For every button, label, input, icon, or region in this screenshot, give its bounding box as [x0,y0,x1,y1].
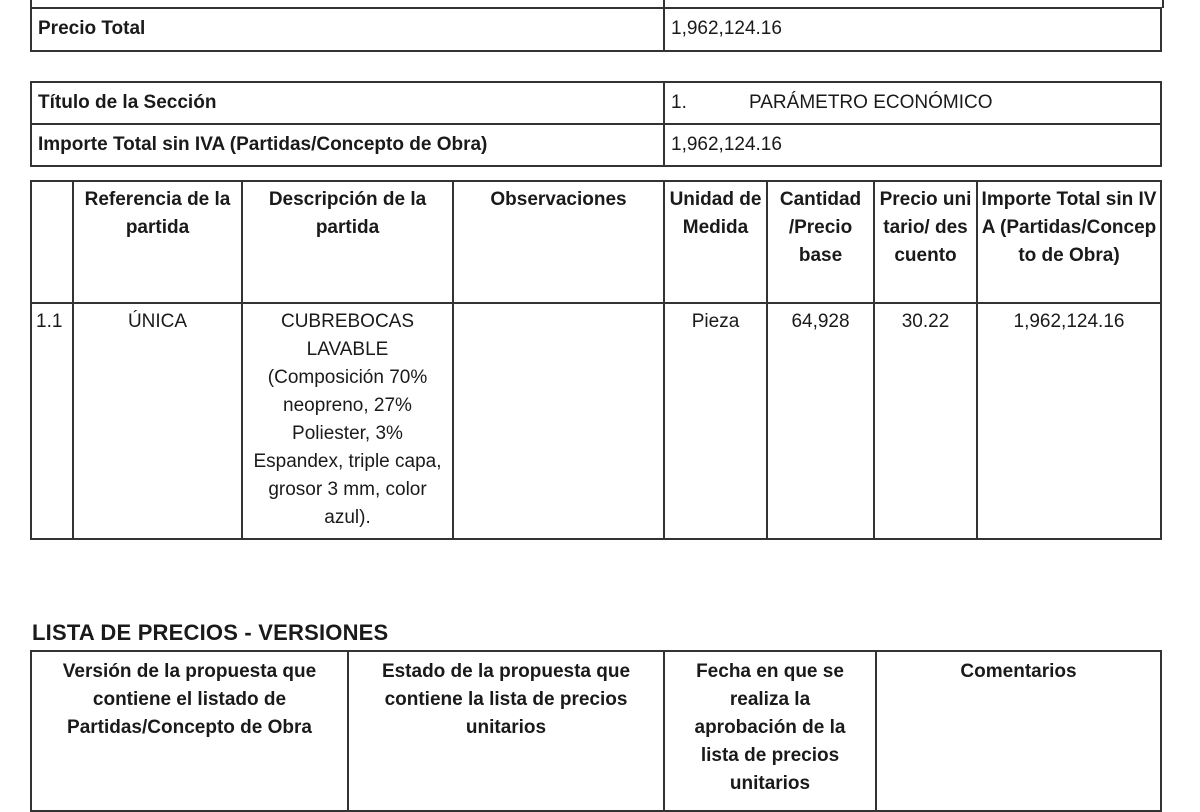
item-description: CUBREBOCAS LAVABLE (Composición 70% neopreno, 27% Poliester, 3% Espandex, triple capa, grosor 3 mm, color azul). [242,303,453,539]
item-quantity: 64,928 [767,303,874,539]
summary-table [30,7,1162,52]
precio-total-value: 1,962,124.16 [664,8,1161,51]
header-status: Estado de la propuesta que contiene la lista de precios unitarios [348,651,664,811]
summary-row-precio-total [31,8,1161,51]
item-number: 1.1 [31,303,73,539]
section-title-label: Título de la Sección [31,82,664,124]
header-total: Importe Total sin IVA (Partidas/Concepto de Obra) [977,181,1161,303]
item-unit-price: 30.22 [874,303,977,539]
header-unit-price: Precio unitario/ descuento [874,181,977,303]
header-version: Versión de la propuesta que contiene el listado de Partidas/Concepto de Obra [31,651,348,811]
section-total-row [31,124,1161,166]
header-unit: Unidad de Medida [664,181,767,303]
item-observations [453,303,664,539]
section-name: PARÁMETRO ECONÓMICO [749,92,993,113]
section-table [30,81,1162,167]
versions-section-title: LISTA DE PRECIOS - VERSIONES [32,620,389,645]
item-reference: ÚNICA [73,303,242,539]
section-number: 1. [671,92,687,113]
header-number [31,181,73,303]
section-title-row [31,82,1161,124]
header-observations: Observaciones [453,181,664,303]
header-comments: Comentarios [876,651,1161,811]
item-unit: Pieza [664,303,767,539]
versions-header-row [31,651,1161,811]
precio-total-label: Precio Total [31,8,664,51]
items-table [30,180,1162,540]
header-quantity: Cantidad /Precio base [767,181,874,303]
table-row [31,303,1161,539]
item-total: 1,962,124.16 [977,303,1161,539]
items-header-row [31,181,1161,303]
section-title-value [664,82,1161,124]
versions-table [30,650,1162,812]
header-description: Descripción de la partida [242,181,453,303]
section-total-value: 1,962,124.16 [664,124,1161,166]
header-approval-date: Fecha en que se realiza la aprobación de la lista de precios unitarios [664,651,876,811]
section-total-label: Importe Total sin IVA (Partidas/Concepto de Obra) [31,124,664,166]
header-reference: Referencia de la partida [73,181,242,303]
